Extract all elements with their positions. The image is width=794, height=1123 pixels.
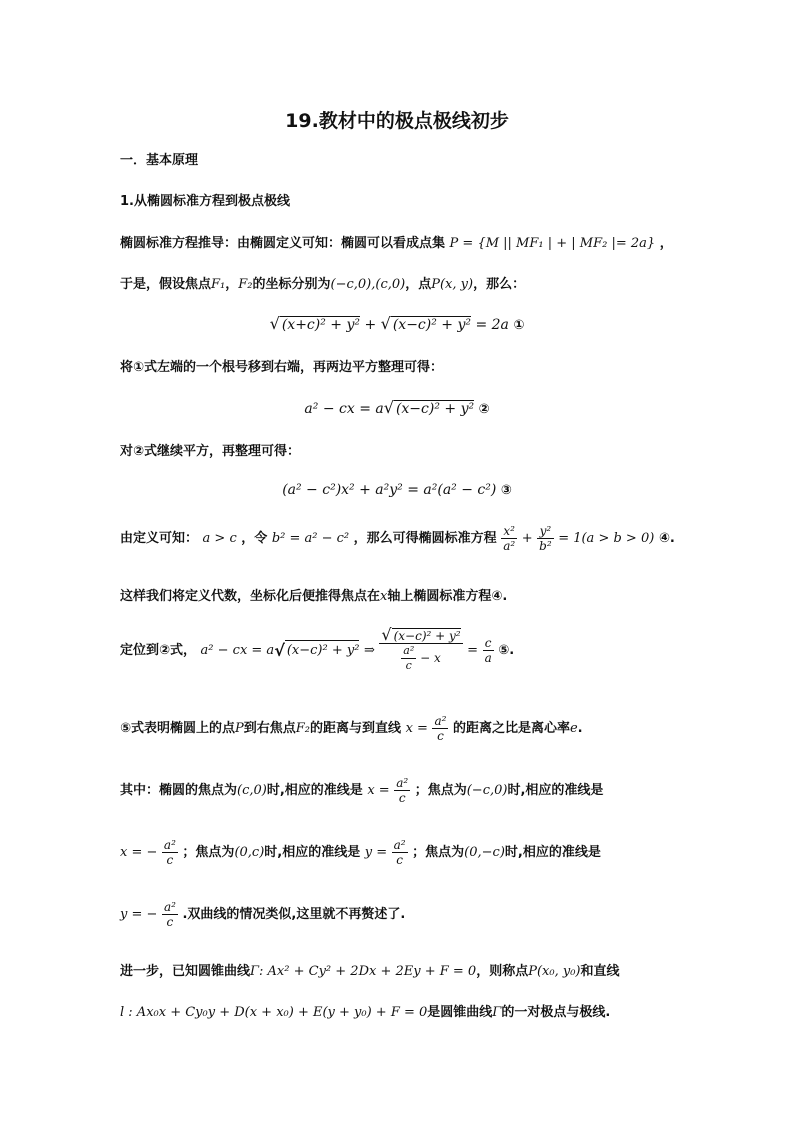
paragraph-step-1: 将①式左端的一个根号移到右端，再两边平方整理可得： — [120, 360, 444, 375]
paragraph-ellipse-definition: 椭圆标准方程推导：由椭圆定义可知：椭圆可以看成点集 P = {M || MF₁ | + | MF₂ |= 2a} ， — [120, 236, 673, 251]
equation-1: √ (x+c)² + y² + √ (x−c)² + y² = 2a ① — [269, 314, 525, 333]
equation-3: (a² − c²)x² + a²y² = a²(a² − c²) ③ — [282, 482, 512, 498]
paragraph-hyperbola-note: y = − $\frac{\text{a²}}{c}$ .双曲线的情况类似,这里就不再赘述了. — [120, 900, 406, 929]
paragraph-step-2: 对②式继续平方，再整理可得： — [120, 444, 301, 459]
equation-tag: ① — [513, 318, 525, 333]
section-heading: 一．基本原理 — [120, 153, 199, 168]
paragraph-directrix-1: 其中：椭圆的焦点为(c,0)时,相应的准线是 x = $\frac{\text{a²}}{c}$ ；焦点为(−c,0)时,相应的准线是 — [120, 776, 604, 805]
paragraph-standard-equation: 由定义可知： a > c ，令 b² = a² − c² ，那么可得椭圆标准方程 $\frac{\text{x²}}{\text{a²}}$ + $\frac{\text{y²}}{\text{b²}}$ = 1(a > b > 0) ④. — [120, 524, 675, 553]
paragraph-directrix-2: x = − $\frac{\text{a²}}{c}$ ；焦点为(0,c)时,相应的准线是 y = $\frac{\text{a²}}{c}$ ；焦点为(0,−c)时,相应的准线是 — [120, 838, 601, 867]
subsection-heading: 1.从椭圆标准方程到极点极线 — [120, 194, 290, 209]
page-title: 19.教材中的极点极线初步 — [285, 110, 509, 132]
paragraph-conic: 进一步，已知圆锥曲线Γ: Ax² + Cy² + 2Dx + 2Ey + F = 0，则称点P(x₀, y₀)和直线 — [120, 964, 620, 979]
equation-tag: ③ — [500, 483, 512, 498]
paragraph-pole-polar: l : Ax₀x + Cy₀y + D(x + x₀) + E(y + y₀) + F = 0是圆锥曲线Γ的一对极点与极线. — [120, 1005, 611, 1020]
equation-2: a² − cx = a√ (x−c)² + y² ② — [304, 398, 490, 417]
paragraph-derivation-summary: 这样我们将定义代数，坐标化后便推得焦点在x轴上椭圆标准方程④. — [120, 589, 508, 604]
paragraph-eq5: 定位到②式， a² − cx = a√ (x−c)² + y² ⇒ √ (x−c)² + y² $\frac{\text{a²}}{c}$ − x = $\frac{c}{a}$ ⑤. — [120, 625, 515, 672]
paragraph-foci: 于是，假设焦点F₁，F₂的坐标分别为(−c,0),(c,0)，点P(x, y)，那么： — [120, 277, 526, 292]
paragraph-eccentricity: ⑤式表明椭圆上的点P到右焦点F₂的距离与到直线 x = $\frac{\text{a²}}{c}$ 的距离之比是离心率e. — [120, 714, 583, 743]
point-set-formula: P = {M || MF₁ | + | MF₂ |= 2a} — [449, 236, 656, 251]
equation-tag: ② — [478, 402, 490, 417]
